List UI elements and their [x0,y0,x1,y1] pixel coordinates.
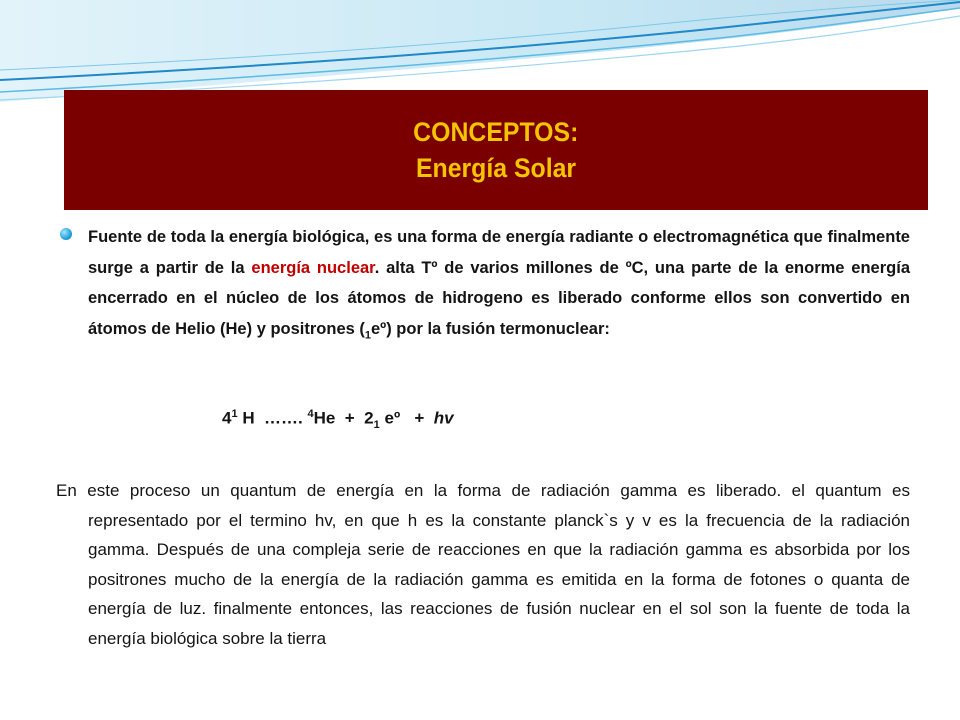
highlight-energia-nuclear: energía nuclear [251,258,375,277]
eq-sub-1: 1 [373,419,380,432]
eq-coef: 4 [222,408,232,428]
eq-sup-1: 1 [231,408,238,420]
eq-hv: hv [433,408,454,428]
bullet-paragraph [88,222,910,350]
bullet-dot-icon [60,228,72,240]
eq-positron: eº + [379,408,434,428]
eq-helium: He + 2 [313,408,374,428]
title-line-1: CONCEPTOS: [413,117,579,147]
body-paragraph [56,476,910,653]
bullet-text-3: eº) por la fusión termonuclear: [371,319,610,338]
body-text: En este proceso un quantum de energía en la forma de radiación gamma es liberado. el quantum es representado por el termino hv, en que h es la constante planck`s y v es la frecuencia de la radiación gamma. Después de una compleja serie de reacciones en que la radiación gamma es absorbida por los positrones mucho de la energía de la radiación gamma es emitida en la forma de fotones o quanta de energía de luz. finalmente entonces, las reacciones de fusión nuclear en el sol son la fuente de toda la energía biológica sobre la tierra [56,481,910,648]
fusion-equation [222,408,454,431]
eq-hydrogen: H ……. [237,408,308,428]
positron-subscript: 1 [364,328,371,341]
title-line-2: Energía Solar [415,153,577,183]
eq-sup-4: 4 [307,408,314,420]
bullet-text-2: . alta Tº de varios millones de ºC, una parte de la enorme energía encerrado en el núcleo de los átomos de hidrogeno es liberado conforme ellos son convertido en átomos de Helio (He) y positrones ( [88,258,910,338]
title-banner [64,90,928,210]
bullet-text-1: Fuente de toda la energía biológica, es una forma de energía radiante o electromagnética que finalmente surge a partir de la [88,228,910,277]
